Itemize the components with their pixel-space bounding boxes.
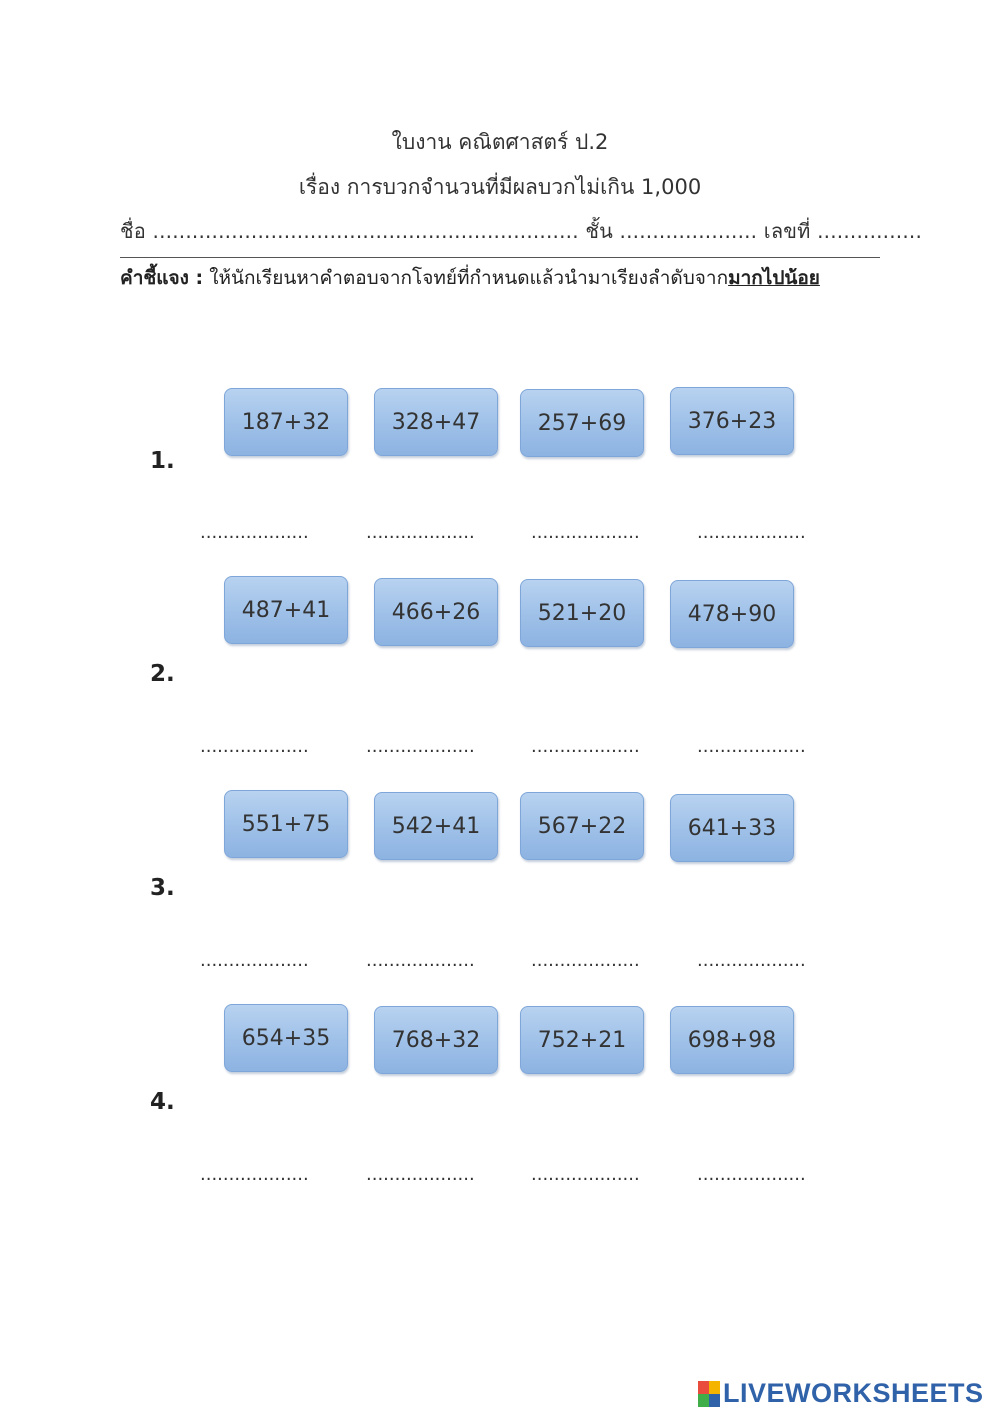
problem-box: 466+26 (374, 578, 498, 646)
liveworksheets-logo (698, 1378, 984, 1409)
header-divider (120, 257, 880, 258)
answer-blank[interactable]: ................... (366, 1164, 475, 1185)
problem-box: 257+69 (520, 389, 644, 457)
problem-box: 641+33 (670, 794, 794, 862)
worksheet-subtitle: เรื่อง การบวกจำนวนที่มีผลบวกไม่เกิน 1,000 (298, 175, 702, 199)
problem-box: 698+98 (670, 1006, 794, 1074)
problem-box: 752+21 (520, 1006, 644, 1074)
answer-blank[interactable]: ................... (200, 522, 309, 543)
problem-box: 551+75 (224, 790, 348, 858)
problem-box: 328+47 (374, 388, 498, 456)
answer-blank[interactable]: ................... (366, 522, 475, 543)
row-number: 2. (150, 661, 175, 687)
instructions (120, 263, 820, 293)
worksheet-title: ใบงาน คณิตศาสตร์ ป.2 (391, 130, 609, 154)
instructions-label: คำชี้แจง : (120, 267, 204, 289)
row-number: 3. (150, 875, 175, 901)
answer-blank[interactable]: ................... (200, 1164, 309, 1185)
instructions-text: ให้นักเรียนหาคำตอบจากโจทย์ที่กำหนดแล้วนำมาเรียงลำดับจาก (203, 267, 729, 289)
row-number: 4. (150, 1089, 175, 1115)
answer-blank[interactable]: ................... (697, 950, 806, 971)
problem-box: 542+41 (374, 792, 498, 860)
problem-box: 478+90 (670, 580, 794, 648)
answer-blank[interactable]: ................... (366, 950, 475, 971)
answer-blank[interactable]: ................... (697, 522, 806, 543)
row-number: 1. (150, 448, 175, 474)
answer-blank[interactable]: ................... (366, 736, 475, 757)
liveworksheets-logo-icon (698, 1381, 720, 1407)
answer-blank[interactable]: ................... (697, 1164, 806, 1185)
answer-blank[interactable]: ................... (531, 736, 640, 757)
answer-blank[interactable]: ................... (531, 522, 640, 543)
logo-text: LIVEWORKSHEETS (723, 1378, 984, 1408)
instructions-emphasis: มากไปน้อย (728, 267, 820, 289)
problem-box: 567+22 (520, 792, 644, 860)
answer-blank[interactable]: ................... (697, 736, 806, 757)
answer-blank[interactable]: ................... (531, 950, 640, 971)
answer-blank[interactable]: ................... (200, 950, 309, 971)
answer-blank[interactable]: ................... (531, 1164, 640, 1185)
answer-blank[interactable]: ................... (200, 736, 309, 757)
problem-box: 487+41 (224, 576, 348, 644)
problem-box: 376+23 (670, 387, 794, 455)
problem-box: 187+32 (224, 388, 348, 456)
student-info-line: ชื่อ ................................................................. ชั้น ..................... เลขที่ ................ (120, 219, 923, 243)
problem-box: 521+20 (520, 579, 644, 647)
problem-box: 654+35 (224, 1004, 348, 1072)
problem-box: 768+32 (374, 1006, 498, 1074)
